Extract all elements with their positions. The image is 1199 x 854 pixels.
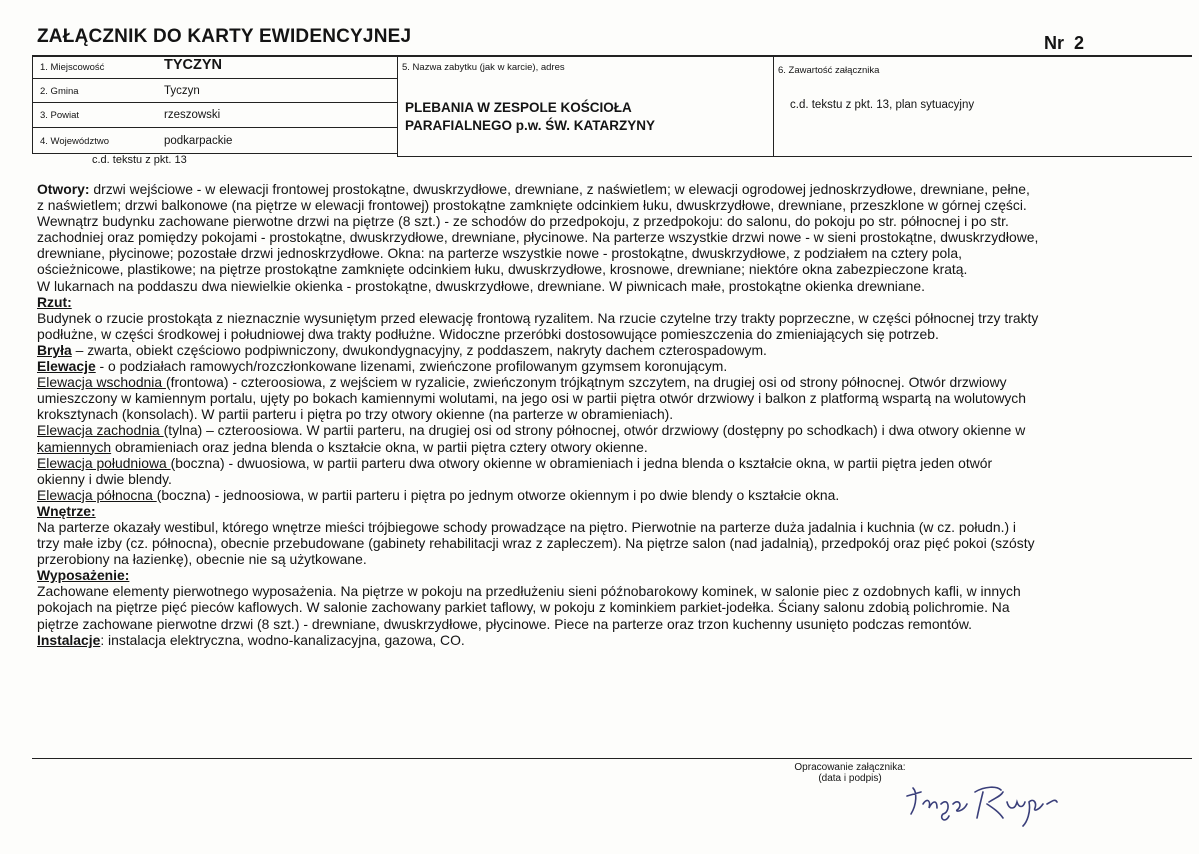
contents-label: 6. Zawartość załącznika [778,65,880,76]
otwory-line: Wewnątrz budynku zachowane pierwotne drzwi na piętrze (8 szt.) - ze schodów do przedpokoju, z przedpokoju: do salonu, do pokoju po str. północnej i po str. [37,213,1009,230]
monument-label: 5. Nazwa zabytku (jak w karcie), adres [402,62,565,73]
subheading-elewacja-wschodnia: Elewacja wschodnia [37,374,166,391]
county-label: 3. Powiat [40,110,80,121]
footer-divider [32,758,1192,759]
monument-name [405,99,765,135]
elewacje-line: Elewacje - o podziałach ramowych/rozczłonkowane lizenami, zwieńczone profilowanym gzymsem koronującym. [37,358,728,375]
monument-name-line2: PARAFIALNEGO p.w. ŚW. KATARZYNY [405,118,655,133]
continuation-note: c.d. tekstu z pkt. 13 [92,154,187,166]
otwory-line: Otwory: drzwi wejściowe - w elewacji frontowej prostokątne, dwuskrzydłowe, drewniane, z naświetlem; w elewacji ogrodowej jednoskrzydłowe, drewniane, pełne, [37,181,1030,197]
monument-name-line1: PLEBANIA W ZESPOLE KOŚCIOŁA [405,100,632,115]
section-heading-elewacje: Elewacje [37,358,96,375]
contents-value: c.d. tekstu z pkt. 13, plan sytuacyjny [790,99,975,111]
otwory-line: zachodniej oraz pomiędzy pokojami - prostokątne, dwuskrzydłowe, drewniane, płycinowe. Na parterze wszystkie drzwi nowe - w sieni prostokątne, dwuskrzydłowe, [37,229,1039,246]
prepared-label: Opracowanie załącznika: [794,762,906,773]
elewacja-poludniowa-line: Elewacja południowa (boczna) - dwuosiowa, w partii parteru dwa otwory okienne w obramieniach i jedna blenda o kształcie okna, w partii piętra jeden otwór [37,454,993,471]
section-heading-wyposazenie: Wyposażenie: [37,567,130,584]
document-title: ZAŁĄCZNIK DO KARTY EWIDENCYJNEJ [37,26,412,47]
otwory-line: z naświetlem; drzwi balkonowe (na piętrze w elewacji frontowej) prostokątne zamknięte odcinkiem łuku, dwuskrzydłowe, drewniane, przeszklone w górnej części. [37,197,1027,214]
voivodeship-value: podkarpackie [164,135,233,147]
wyposazenie-line: pokojach na piętrze pięć pieców kaflowych. W salonie zachowany parkiet taflowy, w pokoju z kominkiem parkiet-jodełka. Ściany salonu zdobią polichromie. Na [37,599,1010,616]
elewacja-wschodnia-line: umieszczony w kamiennym portalu, ujęty po bokach kamiennymi wolutami, na jego osi w partii piętra otwór drzwiowy i balkon z platformą wspartą na wolutowych [37,390,1026,407]
nr-label: Nr [1044,33,1065,53]
place-value: TYCZYN [164,57,222,73]
commune-label: 2. Gmina [40,86,79,97]
wnetrze-line: Na parterze okazały westibul, którego wnętrze mieści trójbiegowe schody prowadzące na piętro. Pierwotnie na parterze duża jadalnia i kuchnia (w cz. połudn.) i [37,518,1017,535]
subheading-elewacja-polnocna: Elewacja północna [37,486,157,503]
bryla-line: Bryła – zwarta, obiekt częściowo podpiwniczony, dwukondygnacyjny, z poddaszem, nakryty dachem czterospadowym. [37,341,767,358]
commune-value: Tyczyn [164,85,200,97]
elewacja-wschodnia-line: Elewacja wschodnia (frontowa) - czteroosiowa, z wejściem w ryzalicie, zwieńczonym trójkątnym szczytem, na drugiej osi od strony północnej. Otwór drzwiowy [37,374,1007,391]
subheading-elewacja-poludniowa: Elewacja południowa [37,454,171,471]
description-body [37,181,1167,648]
place-label: 1. Miejscowość [40,62,105,73]
elewacja-zachodnia-line: Elewacja zachodnia (tylna) – czteroosiowa. W partii parteru, na drugiej osi od strony północnej, otwór drzwiowy (dostępny po schodkach) i dwa otwory okienne w [37,422,1026,439]
otwory-line: drewniane, płycinowe; pozostałe drzwi jednoskrzydłowe. Okna: na parterze wszystkie nowe - prostokątne, dwuskrzydłowe, z podziałem na cztery pola, [37,245,962,262]
date-sign-label: (data i podpis) [818,773,882,784]
wyposazenie-line: piętrze zachowane pierwotne drzwi (8 szt.) - drewniane, dwuskrzydłowe, płycinowe. Piece na parterze oraz trzon kuchenny usunięto podczas remontów. [37,615,972,632]
section-heading-otwory: Otwory: [37,181,90,197]
section-heading-rzut: Rzut: [37,293,72,310]
attachment-number [1044,33,1084,54]
otwory-line: W lukarnach na poddaszu dwa niewielkie okienka - prostokątne, dwuskrzydłowe, drewniane. W piwnicach małe, prostokątne okienka drewniane. [37,277,925,294]
elewacja-polnocna-line: Elewacja północna (boczna) - jednoosiowa, w partii parteru i piętra po jednym otworze okiennym i po dwie blendy o kształcie okna. [37,486,840,503]
rzut-line: podłużne, w części środkowej i południowej dwa trakty podłużne. Widoczne przeróbki dostosowujące pomieszczenia do zmieniających się potrzeb. [37,325,939,342]
county-value: rzeszowski [164,109,221,121]
otwory-line: ościeżnicowe, plastikowe; na piętrze prostokątne zamknięte odcinkiem łuku, dwuskrzydłowe, krosnowe, drewniane; niektóre okna zabezpieczone kratą. [37,261,968,278]
subheading-elewacja-zachodnia: Elewacja zachodnia [37,422,164,439]
nr-value: 2 [1074,33,1085,53]
section-heading-wnetrze: Wnętrze: [37,502,96,519]
wnetrze-line: trzy małe izby (cz. północna), obecnie przebudowane (gabinety rehabilitacji wraz z zapleczem). Na piętrze salon (nad jadalnią), przedpokój oraz pięć pokoi (szósty [37,535,1035,552]
elewacja-poludniowa-line: okienny i dwie blendy. [37,470,172,487]
signature-image [905,778,1085,828]
section-heading-bryla: Bryła [37,341,72,358]
rzut-line: Budynek o rzucie prostokąta z nieznacznie wysuniętym przed elewację frontową ryzalitem. Na rzucie czytelne trzy trakty poprzeczne, w części północnej trzy trakty [37,309,1039,326]
instalacje-line: Instalacje: instalacja elektryczna, wodno-kanalizacyjna, gazowa, CO. [37,631,465,648]
wnetrze-line: przerobiony na łazienkę), obecnie nie są użytkowane. [37,551,367,568]
section-heading-instalacje: Instalacje [37,631,101,648]
elewacja-zachodnia-line: kamiennych obramieniach oraz jedna blenda o kształcie okna, w partii piętra cztery otwory okienne. [37,438,648,455]
elewacja-wschodnia-line: kroksztynach (konsolach). W partii parteru i piętra po trzy otwory okienne (na parterze w obramieniach). [37,406,674,423]
wyposazenie-line: Zachowane elementy pierwotnego wyposażenia. Na piętrze w pokoju na przedłużeniu sieni późnobarokowy kominek, w salonie piec z ozdobnych kafli, w innych [37,583,1021,600]
voivodeship-label: 4. Województwo [40,136,109,147]
